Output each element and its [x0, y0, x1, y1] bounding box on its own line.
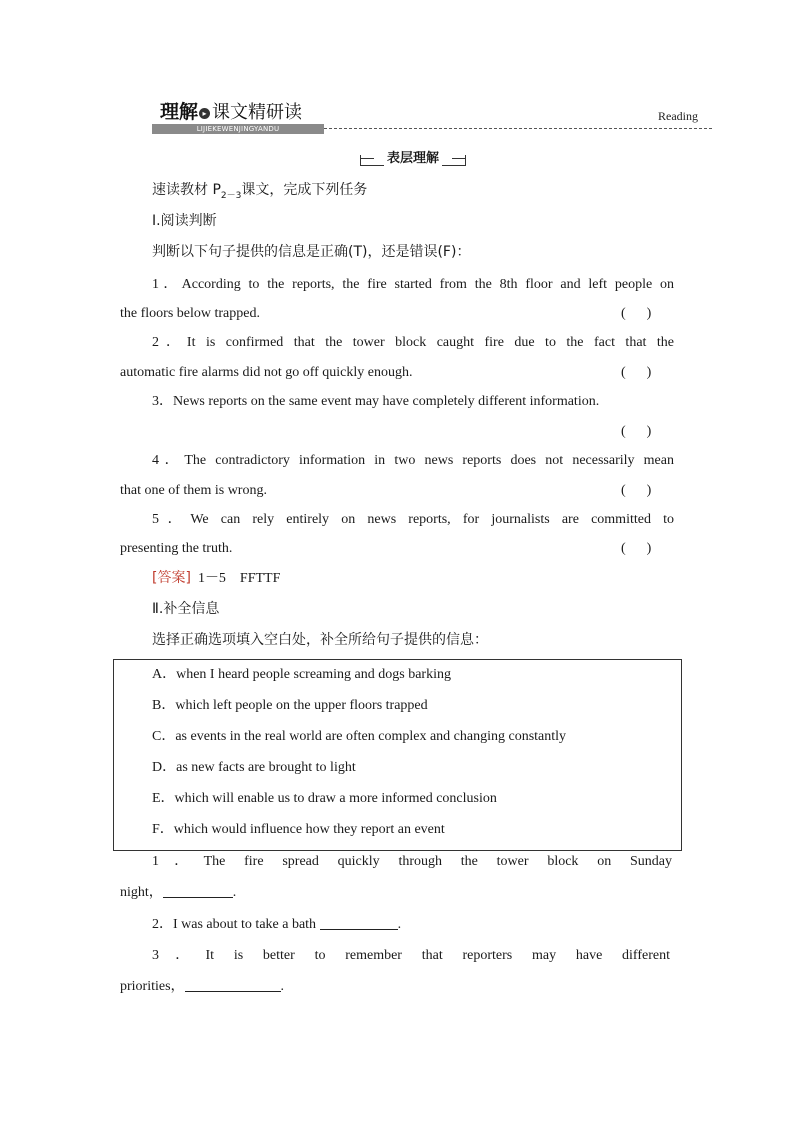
fill-q3-text: priorities，: [120, 979, 185, 994]
fill-q3-line-2: priorities， .: [120, 979, 285, 994]
fill-q2-line: 2．I was about to take a bath .: [152, 917, 402, 932]
header-title-bold: 理解: [160, 101, 199, 123]
fill-q1-text: night，: [120, 885, 163, 900]
fill-q1-blank[interactable]: [163, 885, 233, 898]
fill-q1-line-2: night， .: [120, 885, 237, 900]
fill-q2-text: 2．I was about to take a bath: [152, 917, 317, 932]
intro-text: 速读教材 P: [152, 182, 221, 198]
item-2-line-2: automatic fire alarms did not go off quickly enough.: [120, 365, 413, 380]
option-d: D．as new facts are brought to light: [152, 760, 356, 775]
option-f: F．which would influence how they report an event: [152, 822, 445, 837]
item-4-answer-blank[interactable]: ( ): [621, 483, 652, 498]
item-1-answer-blank[interactable]: ( ): [621, 306, 652, 321]
header-divider: [324, 128, 712, 129]
intro-pages: 2－3: [220, 190, 242, 201]
item-4-line-1: 4．The contradictory information in two news reports does not necessarily mean: [152, 453, 674, 468]
intro-rest: 课文，完成下列任务: [241, 182, 368, 198]
header-title-rest: 课文精研读: [212, 102, 303, 123]
item-2-line-1: 2．It is confirmed that the tower block caught fire due to the fact that the: [152, 335, 674, 350]
section-tag: [360, 149, 466, 169]
part2-heading: Ⅱ.补全信息: [152, 601, 220, 617]
item-5-line-1: 5．We can rely entirely on news reports, for journalists are committed to: [152, 512, 674, 527]
options-box: [113, 659, 682, 851]
intro-line: [152, 181, 367, 205]
section-tag-label: 表层理解: [384, 151, 442, 166]
answer-label: [答案]: [152, 570, 191, 586]
item-5-answer-blank[interactable]: ( ): [621, 541, 652, 556]
part1-instruction: 判断以下句子提供的信息是正确(T)，还是错误(F)：: [152, 244, 471, 260]
fill-q3-blank[interactable]: [185, 979, 281, 992]
header-subtitle: LIJIEKEWENJINGYANDU: [152, 124, 324, 134]
item-3-line-1: 3．News reports on the same event may have completely different information.: [152, 394, 600, 409]
fill-q2-blank[interactable]: [320, 917, 398, 930]
header-title: [160, 100, 302, 124]
item-5-line-2: presenting the truth.: [120, 541, 233, 556]
answer-line: [152, 569, 280, 588]
fill-q3-line-1: 3．It is better to remember that reporters may have different: [152, 948, 670, 963]
item-4-line-2: that one of them is wrong.: [120, 483, 267, 498]
header-bullet-icon: ▸: [199, 108, 210, 119]
option-b: B．which left people on the upper floors trapped: [152, 698, 428, 713]
item-3-answer-blank[interactable]: ( ): [621, 424, 652, 439]
part2-instruction: 选择正确选项填入空白处，补全所给句子提供的信息：: [152, 632, 488, 648]
option-a: A．when I heard people screaming and dogs barking: [152, 667, 451, 682]
option-c: C．as events in the real world are often complex and changing constantly: [152, 729, 567, 744]
fill-q1-line-1: 1．The fire spread quickly through the tower block on Sunday: [152, 854, 672, 869]
answer-text: 1－5 FFTTF: [197, 571, 281, 586]
part1-heading: Ⅰ.阅读判断: [152, 213, 217, 229]
header-section-label: Reading: [658, 109, 698, 123]
item-1-line-1: 1．According to the reports, the fire started from the 8th floor and left people on: [152, 277, 674, 292]
item-1-line-2: the floors below trapped.: [120, 306, 260, 321]
option-e: E．which will enable us to draw a more informed conclusion: [152, 791, 497, 806]
item-2-answer-blank[interactable]: ( ): [621, 365, 652, 380]
